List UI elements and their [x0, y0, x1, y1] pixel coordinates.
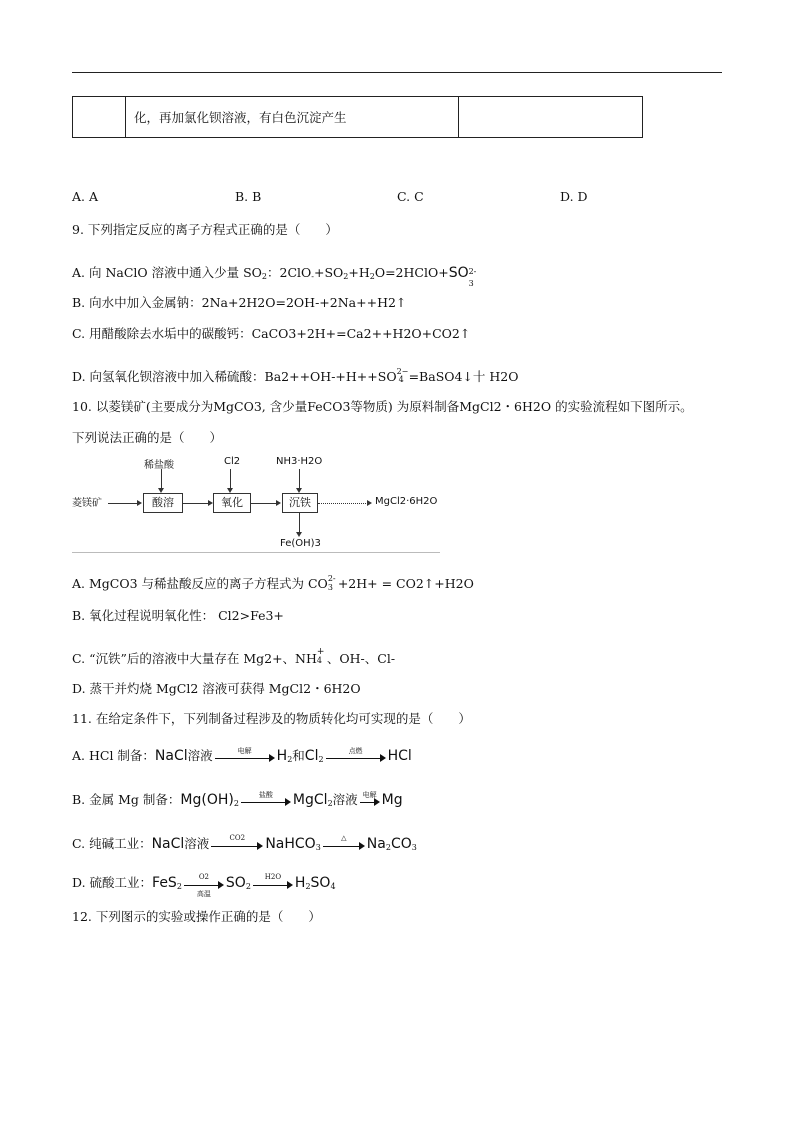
- q10-stem-line2: 下列说法正确的是（ ）: [72, 430, 223, 445]
- q11-option-c: C. 纯碱工业：NaCl溶液 CO2 NaHCO$_3$ △ $Na_2CO_3$: [72, 833, 417, 852]
- flow-reagent-nh3: NH3·H2O: [276, 456, 323, 467]
- flow-product: MgCl2·6H2O: [375, 496, 438, 507]
- arrow-electrolysis: 电解: [360, 796, 380, 806]
- arrow-h2o: H2O: [253, 879, 293, 889]
- q9-option-b: B. 向水中加入金属钠：2Na+2H2O=2OH-+2Na++H2↑: [72, 295, 407, 310]
- q8-option-b: B. B: [235, 189, 262, 204]
- q10-option-b: B. 氧化过程说明氧化性： Cl2>Fe3+: [72, 608, 284, 623]
- flow-reagent-cl2: Cl2: [224, 456, 241, 467]
- q11-stem: 11. 在给定条件下，下列制备过程涉及的物质转化均可实现的是（ ）: [72, 711, 471, 726]
- q9-option-a: A. 向 NaClO 溶液中通入少量 $SO_2$：$2ClO_-+SO_2+H_2O=2HClO+SO$ 2- 3: [72, 265, 477, 288]
- answer-table-fragment: [72, 96, 643, 138]
- q10-option-a: A. MgCO3 与稀盐酸反应的离子方程式为 CO 2- 3 +2H+ = CO2↑+H2O: [72, 574, 474, 592]
- table-cell-empty: [73, 97, 126, 138]
- flow-step-oxidize: 氧化: [213, 493, 251, 513]
- q11-option-d: D. 硫酸工业：FeS$_2$ O2 高温 $SO_2$ H2O $H_2SO_4$: [72, 872, 336, 898]
- q9-stem: 9. 下列指定反应的离子方程式正确的是（ ）: [72, 222, 338, 237]
- q12-stem: 12. 下列图示的实验或操作正确的是（ ）: [72, 909, 321, 924]
- q8-option-a: A. A: [72, 189, 99, 204]
- table-cell-text: 化，再加氯化钡溶液，有白色沉淀产生: [126, 97, 459, 138]
- arrow-o2-hightemp: O2 高温: [184, 879, 224, 889]
- header-rule: [72, 72, 722, 73]
- q10-option-c: C. “沉铁”后的溶液中大量存在 Mg2+、NH + 4 、OH-、Cl-: [72, 647, 396, 666]
- table-cell-empty: [459, 97, 643, 138]
- flow-byproduct: Fe(OH)3: [280, 538, 321, 549]
- flow-bottom-rule: [72, 552, 440, 553]
- arrow-heat: △: [323, 840, 365, 850]
- q11-option-b: B. 金属 Mg 制备：$Mg(OH)_2$ 盐酸 MgCl$_2$溶液 电解 Mg: [72, 790, 403, 808]
- q10-option-d: D. 蒸干并灼烧 MgCl2 溶液可获得 MgCl2・6H2O: [72, 681, 361, 696]
- flow-reagent-hcl: 稀盐酸: [144, 460, 174, 471]
- q9-option-c: C. 用醋酸除去水垢中的碳酸钙：CaCO3+2H+=Ca2++H2O+CO2↑: [72, 326, 471, 341]
- flow-step-acid: 酸溶: [143, 493, 183, 513]
- arrow-hcl: 盐酸: [241, 796, 291, 806]
- q10-stem-line1: 10. 以菱镁矿(主要成分为MgCO3, 含少量FeCO3等物质) 为原料制备MgCl2・6H2O 的实验流程如下图所示。: [72, 399, 693, 414]
- q8-option-c: C. C: [397, 189, 424, 204]
- flow-start: 菱镁矿: [72, 498, 102, 509]
- q11-option-a: A. HCl 制备：NaCl溶液 电解 $H_2$和$Cl_2$ 点燃 HCl: [72, 746, 412, 764]
- flow-step-precipitate: 沉铁: [282, 493, 318, 513]
- flow-diagram: [72, 452, 440, 552]
- arrow-co2: CO2: [211, 840, 263, 850]
- q9-option-d: D. 向氢氧化钡溶液中加入稀硫酸：Ba2++OH-+H++SO 2− 4 =BaSO4↓十 H2O: [72, 367, 519, 384]
- arrow-ignite: 点燃: [326, 752, 386, 762]
- q8-option-d: D. D: [560, 189, 588, 204]
- arrow-electrolysis: 电解: [215, 752, 275, 762]
